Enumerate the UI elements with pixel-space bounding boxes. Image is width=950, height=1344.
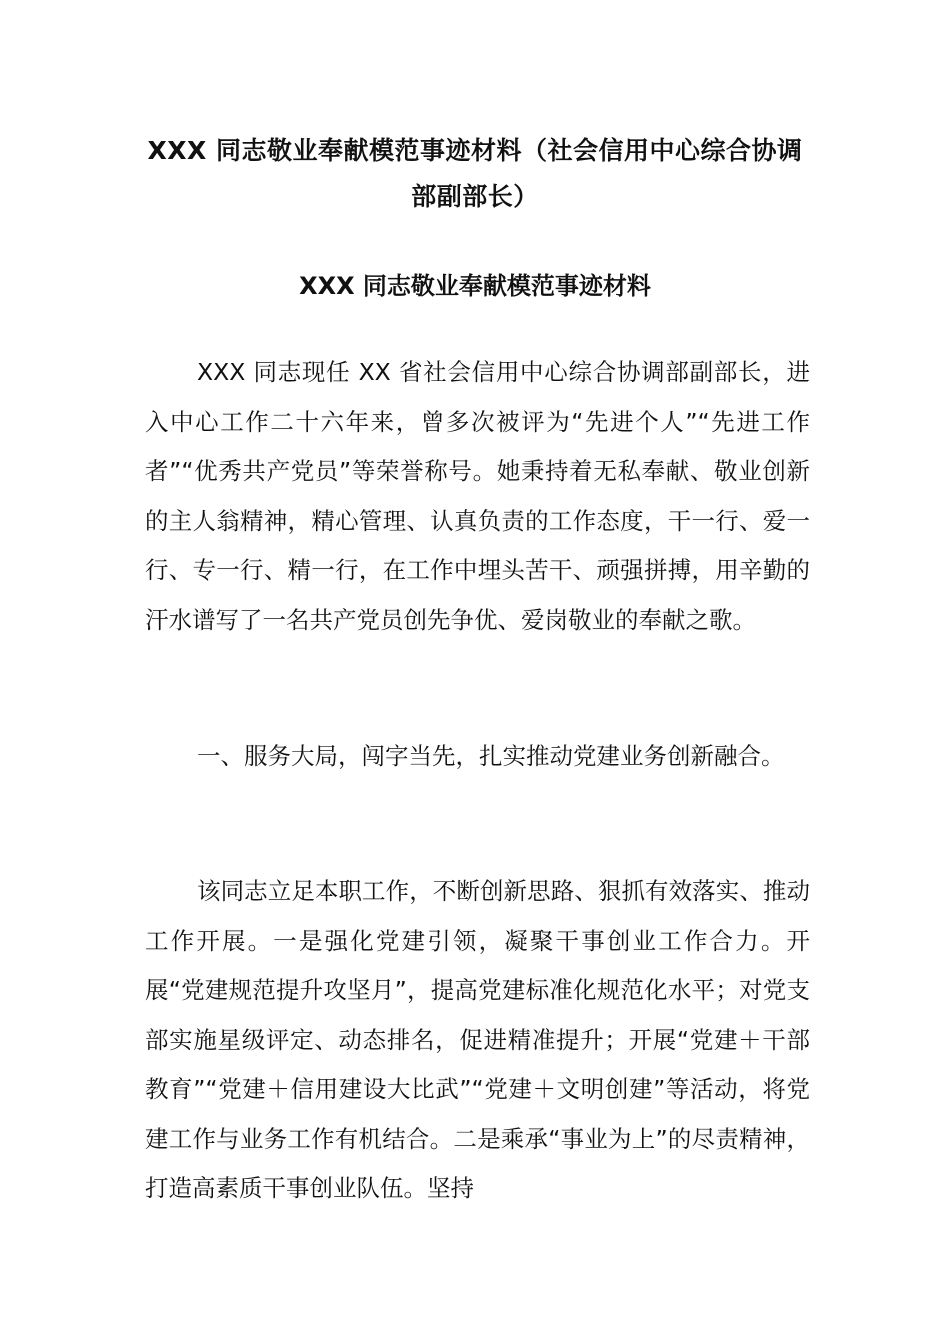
section-heading-1: 一、服务大局，闯字当先，扎实推动党建业务创新融合。	[197, 742, 785, 770]
paragraph-introduction: XXX 同志现任 XX 省社会信用中心综合协调部副部长，进入中心工作二十六年来，曾多次被评为“先进个人”“先进工作者”“优秀共产党员”等荣誉称号。她秉持着无私奉献、敬业创新的主人翁精神，精心管理、认真负责的工作态度，干一行、爱一行、专一行、精一行，在工作中埋头苦干、顽强拼搏，用辛勤的汗水谱写了一名共产党员创先争优、爱岗敬业的奉献之歌。	[145, 358, 810, 634]
document-subtitle: XXX 同志敬业奉献模范事迹材料	[299, 272, 651, 300]
document-title: XXX 同志敬业奉献模范事迹材料（社会信用中心综合协调部副部长）	[147, 136, 803, 211]
paragraph-section-1-body: 该同志立足本职工作，不断创新思路、狠抓有效落实、推动工作开展。一是强化党建引领，凝聚干事创业工作合力。开展“党建规范提升攻坚月”，提高党建标准化规范化水平；对党支部实施星级评定、动态排名，促进精准提升；开展“党建＋干部教育”“党建＋信用建设大比武”“党建＋文明创建”等活动，将党建工作与业务工作有机结合。二是乘承“事业为上”的尽责精神，打造高素质干事创业队伍。坚持	[145, 877, 810, 1202]
